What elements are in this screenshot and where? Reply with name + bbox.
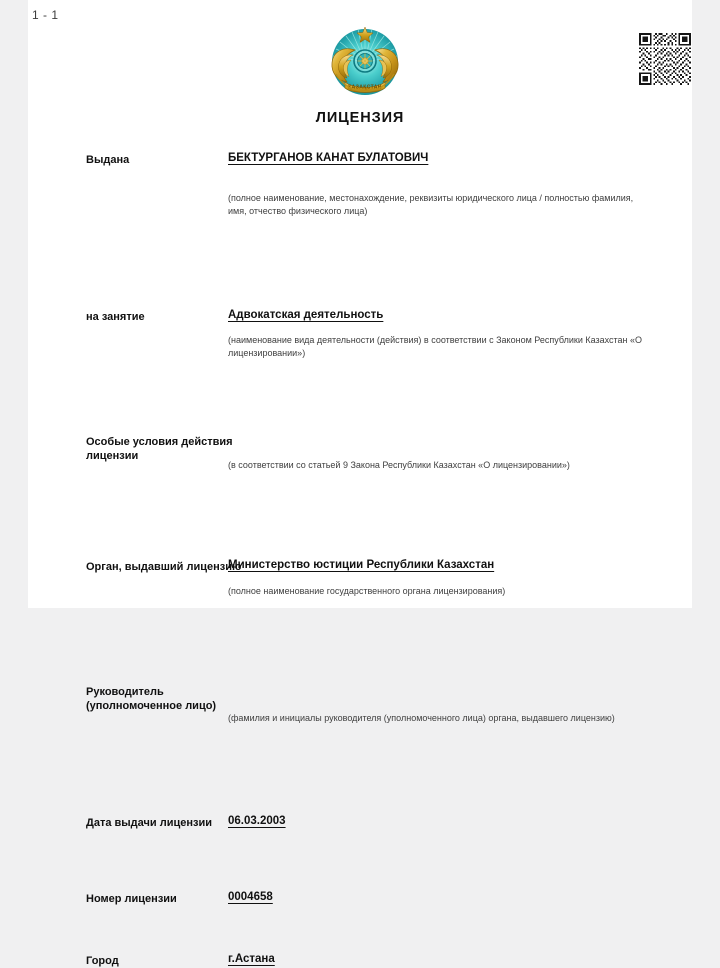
field-label-date: Дата выдачи лицензии — [86, 817, 212, 829]
document-page — [28, 0, 692, 967]
field-hint-head: (фамилия и инициалы руководителя (уполномоченного лица) органа, выдавшего лицензию) — [228, 713, 615, 723]
field-value-authority: Министерство юстиции Республики Казахстан — [228, 559, 495, 571]
field-label-conditions: Особые условия действия лицензии — [86, 436, 233, 462]
field-row-activity — [28, 218, 692, 358]
page-indicator: 1 - 1 — [32, 8, 59, 22]
qr-code — [639, 33, 691, 85]
document-header — [28, 0, 692, 140]
field-label-authority: Орган, выдавший лицензию — [86, 561, 242, 573]
document-title: ЛИЦЕНЗИЯ — [315, 110, 405, 126]
field-label-number: Номер лицензии — [86, 893, 177, 905]
field-hint-issued-to: (полное наименование, местонахождение, реквизиты юридического лица / полностью фамилия, имя, отчество физического лица) — [228, 193, 634, 216]
field-hint-authority: (полное наименование государственного органа лицензирования) — [228, 586, 506, 596]
field-label-head: Руководитель (уполномоченное лицо) — [86, 686, 217, 712]
field-hint-activity: (наименование вида деятельности (действия) в соответствии с Законом Республики Казахстан «О лицензировании») — [228, 335, 643, 358]
field-label-city: Город — [86, 955, 119, 967]
field-label-issued-to: Выдана — [86, 154, 130, 166]
field-row-issued-to — [28, 140, 692, 218]
svg-text:ҚАЗАҚСТАН: ҚАЗАҚСТАН — [348, 84, 382, 91]
field-value-city: г.Астана — [228, 953, 275, 965]
document-fields — [28, 140, 692, 967]
field-hint-conditions: (в соответствии со статьей 9 Закона Республики Казахстан «О лицензировании») — [228, 460, 570, 470]
kazakhstan-state-emblem-icon — [325, 22, 405, 102]
field-value-date: 06.03.2003 — [228, 815, 286, 827]
field-value-number: 0004658 — [228, 891, 273, 903]
field-value-issued-to: БЕКТУРГАНОВ КАНАТ БУЛАТОВИЧ — [228, 152, 429, 164]
field-value-activity: Адвокатская деятельность — [228, 309, 384, 321]
field-label-activity: на занятие — [86, 311, 145, 323]
